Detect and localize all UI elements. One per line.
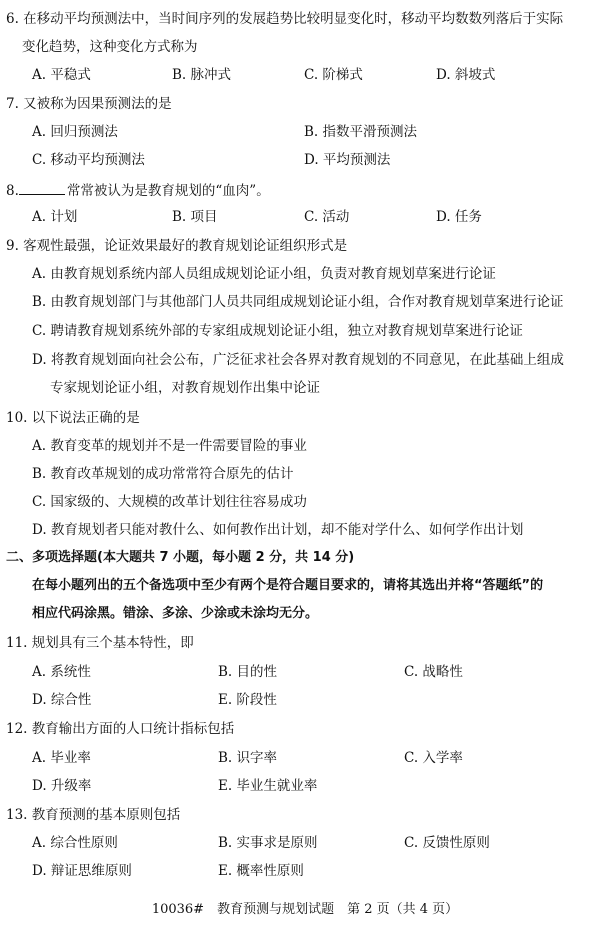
q12-option-c: C. 入学率 bbox=[404, 750, 463, 766]
q10-option-b: B. 教育改革规划的成功常常符合原先的估计 bbox=[32, 466, 294, 482]
q13-option-c: C. 反馈性原则 bbox=[404, 835, 490, 851]
q11-option-d: D. 综合性 bbox=[32, 692, 92, 708]
q9-option-d-line2: 专家规划论证小组，对教育规划作出集中论证 bbox=[50, 380, 320, 396]
q10-option-d: D. 教育规划者只能对教什么、如何教作出计划，却不能对学什么、如何学作出计划 bbox=[32, 522, 524, 538]
section2-instruction-line1: 在每小题列出的五个备选项中至少有两个是符合题目要求的，请将其选出并将“答题纸”的 bbox=[32, 578, 544, 593]
q7-option-c: C. 移动平均预测法 bbox=[32, 152, 145, 168]
q8-option-b: B. 项目 bbox=[172, 209, 218, 225]
q13-option-d: D. 辩证思维原则 bbox=[32, 863, 132, 879]
q13-option-e: E. 概率性原则 bbox=[218, 863, 304, 879]
q10-option-a: A. 教育变革的规划并不是一件需要冒险的事业 bbox=[32, 438, 307, 454]
q9-option-d: D. 将教育规划面向社会公布，广泛征求社会各界对教育规划的不同意见，在此基础上组成 bbox=[32, 352, 564, 368]
q6-option-b: B. 脉冲式 bbox=[172, 67, 232, 83]
q12-option-d: D. 升级率 bbox=[32, 778, 92, 794]
q10-option-c: C. 国家级的、大规模的改革计划往往容易成功 bbox=[32, 494, 307, 510]
q6-option-a: A. 平稳式 bbox=[32, 67, 91, 83]
section2-instruction-line2: 相应代码涂黑。错涂、多涂、少涂或未涂均无分。 bbox=[32, 606, 319, 621]
q11-option-b: B. 目的性 bbox=[218, 664, 278, 680]
q8-option-c: C. 活动 bbox=[304, 209, 350, 225]
q8-stem-text: 常常被认为是教育规划的“血肉”。 bbox=[66, 183, 270, 199]
q6-option-c: C. 阶梯式 bbox=[304, 67, 363, 83]
page-footer: 10036# 教育预测与规划试题 第 2 页（共 4 页） bbox=[151, 902, 459, 917]
q8-option-d: D. 任务 bbox=[436, 209, 482, 225]
q11-option-e: E. 阶段性 bbox=[218, 692, 277, 708]
q9-option-c: C. 聘请教育规划系统外部的专家组成规划论证小组，独立对教育规划草案进行论证 bbox=[32, 323, 523, 339]
q8-option-a: A. 计划 bbox=[32, 209, 78, 225]
q7-option-d: D. 平均预测法 bbox=[304, 152, 391, 168]
q10-stem: 10. 以下说法正确的是 bbox=[6, 410, 140, 426]
q7-option-b: B. 指数平滑预测法 bbox=[304, 124, 418, 140]
fill-in-blank bbox=[19, 181, 65, 195]
q12-option-e: E. 毕业生就业率 bbox=[218, 778, 318, 794]
q7-option-a: A. 回归预测法 bbox=[32, 124, 118, 140]
q6-stem-line2: 变化趋势，这种变化方式称为 bbox=[22, 39, 198, 55]
q6-option-d: D. 斜坡式 bbox=[436, 67, 496, 83]
q9-option-b: B. 由教育规划部门与其他部门人员共同组成规划论证小组，合作对教育规划草案进行论证 bbox=[32, 294, 564, 310]
q9-option-a: A. 由教育规划系统内部人员组成规划论证小组，负责对教育规划草案进行论证 bbox=[32, 266, 496, 282]
q11-option-c: C. 战略性 bbox=[404, 664, 463, 680]
q11-stem: 11. 规划具有三个基本特性，即 bbox=[6, 635, 194, 651]
q13-option-b: B. 实事求是原则 bbox=[218, 835, 318, 851]
q12-option-a: A. 毕业率 bbox=[32, 750, 91, 766]
q9-stem: 9. 客观性最强，论证效果最好的教育规划论证组织形式是 bbox=[6, 238, 348, 254]
q13-option-a: A. 综合性原则 bbox=[32, 835, 118, 851]
q13-stem: 13. 教育预测的基本原则包括 bbox=[6, 807, 181, 823]
q8-stem bbox=[6, 181, 270, 199]
q8-number: 8. bbox=[6, 183, 19, 199]
q12-stem: 12. 教育输出方面的人口统计指标包括 bbox=[6, 721, 235, 737]
q7-stem: 7. 又被称为因果预测法的是 bbox=[6, 96, 172, 112]
section2-heading: 二、多项选择题(本大题共 7 小题，每小题 2 分，共 14 分) bbox=[6, 550, 355, 565]
q12-option-b: B. 识字率 bbox=[218, 750, 278, 766]
q6-stem-line1: 6. 在移动平均预测法中，当时间序列的发展趋势比较明显变化时，移动平均数数列落后于实际 bbox=[6, 11, 564, 27]
q11-option-a: A. 系统性 bbox=[32, 664, 91, 680]
